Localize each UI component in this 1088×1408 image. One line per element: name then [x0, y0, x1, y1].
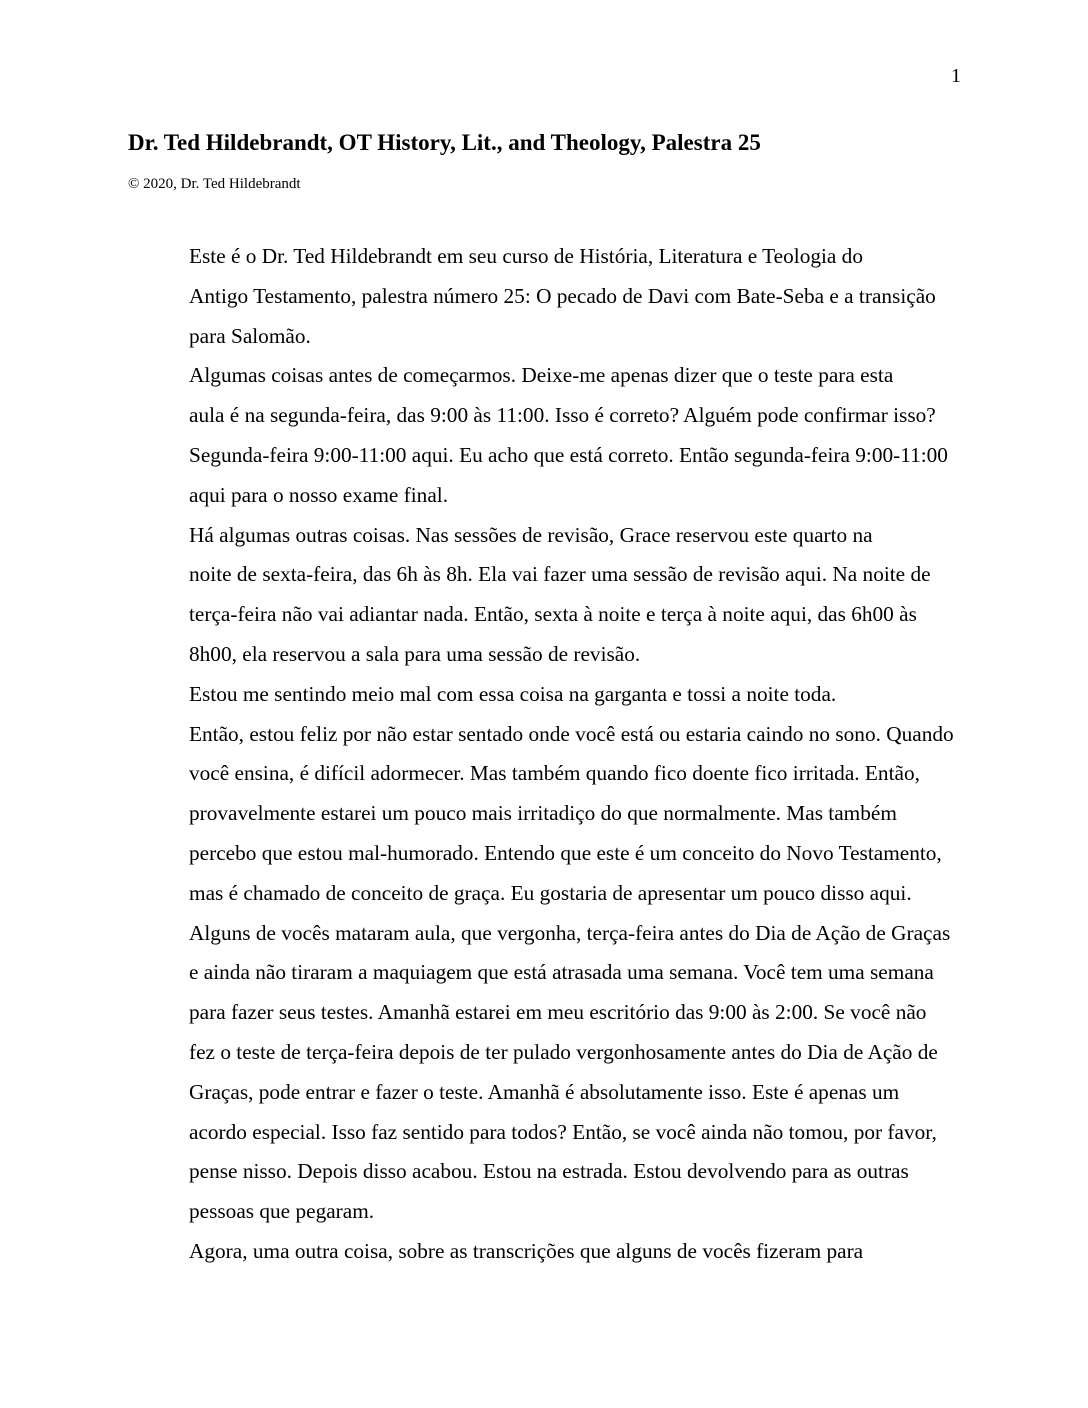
text-line: e ainda não tiraram a maquiagem que está atrasada uma semana. Você tem uma semana [189, 960, 934, 985]
text-line: acordo especial. Isso faz sentido para todos? Então, se você ainda não tomou, por favor, [189, 1119, 937, 1144]
text-line: para fazer seus testes. Amanhã estarei em meu escritório das 9:00 às 2:00. Se você não [189, 1000, 927, 1025]
paragraph [129, 675, 964, 1232]
document-body [129, 237, 964, 1272]
text-line: Algumas coisas antes de começarmos. Deixe-me apenas dizer que o teste para esta [189, 363, 894, 388]
text-line: para Salomão. [189, 323, 311, 348]
text-line: fez o teste de terça-feira depois de ter pulado vergonhosamente antes do Dia de Ação de [189, 1039, 938, 1064]
text-line: aqui para o nosso exame final. [189, 482, 449, 507]
text-line: você ensina, é difícil adormecer. Mas também quando fico doente fico irritada. Então, [189, 761, 920, 786]
text-line: 8h00, ela reservou a sala para uma sessão de revisão. [189, 641, 641, 666]
text-line: pessoas que pegaram. [189, 1199, 375, 1224]
page-number: 1 [951, 65, 961, 87]
text-line: Graças, pode entrar e fazer o teste. Amanhã é absolutamente isso. Este é apenas um [189, 1079, 900, 1104]
text-line: Agora, uma outra coisa, sobre as transcrições que alguns de vocês fizeram para [189, 1238, 864, 1263]
text-line: aula é na segunda-feira, das 9:00 às 11:00. Isso é correto? Alguém pode confirmar isso? [189, 403, 936, 428]
paragraph [129, 516, 964, 675]
text-line: Segunda-feira 9:00-11:00 aqui. Eu acho que está correto. Então segunda-feira 9:00-11:00 [189, 442, 948, 467]
text-line: terça-feira não vai adiantar nada. Então, sexta à noite e terça à noite aqui, das 6h00 às [189, 602, 917, 627]
paragraph [129, 237, 964, 356]
text-line: Há algumas outras coisas. Nas sessões de revisão, Grace reservou este quarto na [189, 522, 873, 547]
paragraph [129, 356, 964, 515]
text-line: Antigo Testamento, palestra número 25: O pecado de Davi com Bate-Seba e a transição [189, 283, 936, 308]
text-line: Estou me sentindo meio mal com essa coisa na garganta e tossi a noite toda. [189, 681, 837, 706]
paragraph [129, 1232, 964, 1272]
text-line: pense nisso. Depois disso acabou. Estou na estrada. Estou devolvendo para as outras [189, 1159, 909, 1184]
text-line: Este é o Dr. Ted Hildebrandt em seu curso de História, Literatura e Teologia do [189, 244, 863, 268]
text-line: noite de sexta-feira, das 6h às 8h. Ela vai fazer uma sessão de revisão aqui. Na noite de [189, 562, 931, 587]
text-line: provavelmente estarei um pouco mais irritadiço do que normalmente. Mas também [189, 801, 897, 826]
text-line: Então, estou feliz por não estar sentado onde você está ou estaria caindo no sono. Quando [189, 721, 954, 746]
text-line: mas é chamado de conceito de graça. Eu gostaria de apresentar um pouco disso aqui. [189, 880, 912, 905]
text-line: Alguns de vocês mataram aula, que vergonha, terça-feira antes do Dia de Ação de Graças [189, 920, 951, 945]
copyright-notice: © 2020, Dr. Ted Hildebrandt [128, 176, 301, 192]
document-title: Dr. Ted Hildebrandt, OT History, Lit., and Theology, Palestra 25 [128, 130, 761, 155]
text-line: percebo que estou mal-humorado. Entendo que este é um conceito do Novo Testamento, [189, 840, 942, 865]
